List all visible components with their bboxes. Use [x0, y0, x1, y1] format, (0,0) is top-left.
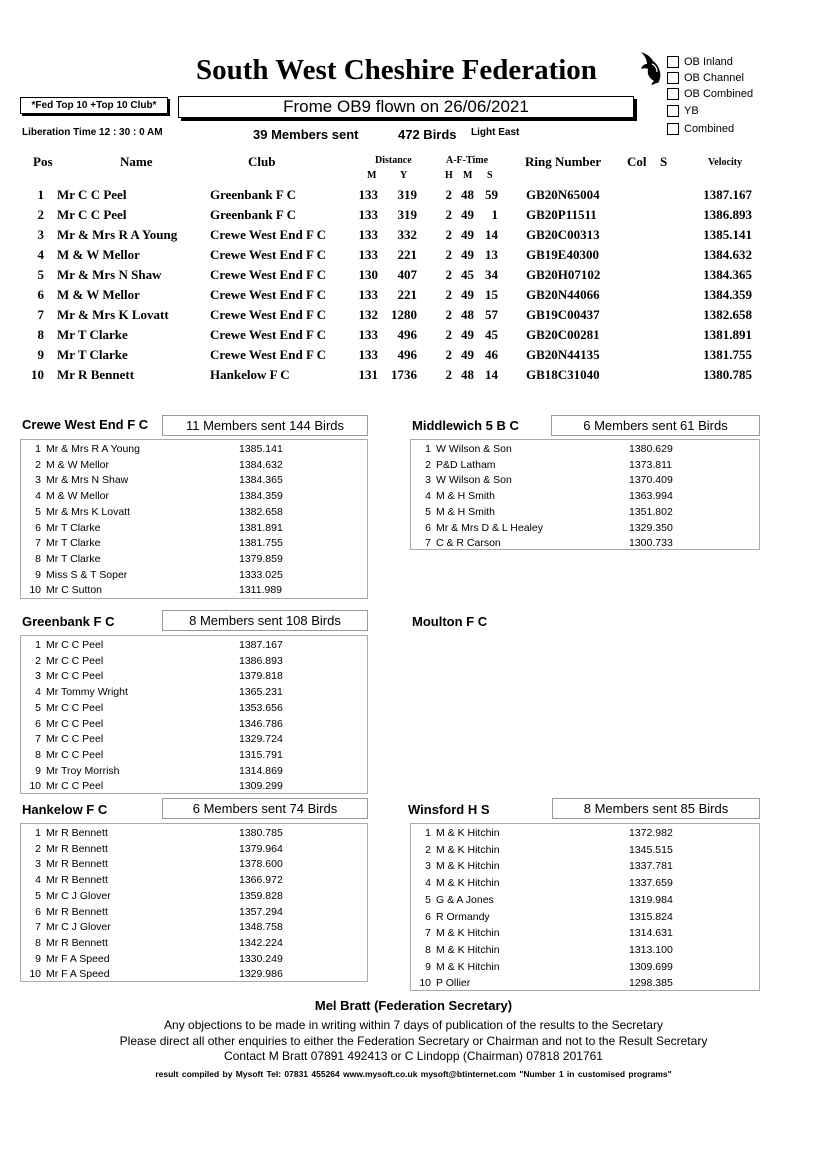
list-item: 3 Mr R Bennett 1378.600 — [35, 858, 283, 871]
footer-credits: result compiled by Mysoft Tel: 07831 455264 www.mysoft.co.uk mysoft@btinternet.com "Number 1 in customised programs" — [155, 1069, 672, 1079]
list-item: 7 Mr T Clarke 1381.755 — [35, 537, 283, 550]
list-item: 7 C & R Carson 1300.733 — [425, 537, 673, 550]
table-row: 5 Mr & Mrs N Shaw Crewe West End F C 130 407 2 45 34 GB20H07102 1384.365 — [37, 267, 752, 282]
list-item: 4 M & K Hitchin 1337.659 — [425, 877, 673, 890]
checkbox-box[interactable] — [667, 72, 679, 84]
list-item: 2 P&D Latham 1373.811 — [425, 458, 673, 471]
federation-secretary: Mel Bratt (Federation Secretary) — [314, 998, 513, 1013]
list-item: 8 Mr R Bennett 1342.224 — [35, 936, 283, 949]
checkbox-box[interactable] — [667, 56, 679, 68]
header-distance: Distance — [375, 155, 412, 166]
list-item: 10 Mr C Sutton 1311.989 — [29, 584, 283, 597]
fed-top-badge: *Fed Top 10 +Top 10 Club* — [20, 97, 168, 114]
header-hours: H — [445, 170, 453, 181]
table-row: 7 Mr & Mrs K Lovatt Crewe West End F C 132 1280 2 48 57 GB19C00437 1382.658 — [37, 307, 752, 322]
club-sent-crewe: 11 Members sent 144 Birds — [162, 415, 368, 436]
header-name: Name — [120, 154, 153, 169]
club-sent-greenbank: 8 Members sent 108 Birds — [162, 610, 368, 631]
table-row: 2 Mr C C Peel Greenbank F C 133 319 2 49 1 GB20P11511 1386.893 — [37, 207, 752, 222]
list-item: 6 Mr & Mrs D & L Healey 1329.350 — [425, 521, 673, 534]
race-title: Frome OB9 flown on 26/06/2021 — [178, 96, 634, 118]
club-name-winsford: Winsford H S — [408, 802, 490, 817]
club-list-winsford — [410, 823, 760, 991]
list-item: 9 Miss S & T Soper 1333.025 — [35, 568, 283, 581]
checkbox-box[interactable] — [667, 105, 679, 117]
header-velocity: Velocity — [708, 157, 743, 168]
list-item: 9 Mr F A Speed 1330.249 — [35, 952, 283, 965]
list-item: 2 Mr C C Peel 1386.893 — [35, 654, 283, 667]
list-item: 2 M & W Mellor 1384.632 — [35, 458, 283, 471]
wind-conditions: Light East — [471, 127, 520, 138]
list-item: 10 Mr F A Speed 1329.986 — [29, 968, 283, 981]
birds-sent: 472 Birds — [398, 127, 457, 142]
list-item: 5 M & H Smith 1351.802 — [425, 505, 673, 518]
table-row: 6 M & W Mellor Crewe West End F C 133 221 2 49 15 GB20N44066 1384.359 — [37, 287, 752, 302]
list-item: 4 Mr R Bennett 1366.972 — [35, 874, 283, 887]
list-item: 3 M & K Hitchin 1337.781 — [425, 860, 673, 873]
checkbox-box[interactable] — [667, 123, 679, 135]
club-name-crewe: Crewe West End F C — [22, 417, 149, 432]
list-item: 6 Mr R Bennett 1357.294 — [35, 905, 283, 918]
list-item: 2 M & K Hitchin 1345.515 — [425, 843, 673, 856]
header-seconds: S — [487, 170, 493, 181]
liberation-time: Liberation Time 12 : 30 : 0 AM — [22, 127, 163, 138]
list-item: 9 Mr Troy Morrish 1314.869 — [35, 764, 283, 777]
checkbox-yb[interactable]: YB — [667, 104, 699, 118]
club-name-moulton: Moulton F C — [412, 614, 488, 629]
list-item: 1 Mr R Bennett 1380.785 — [35, 827, 283, 839]
club-list-hankelow — [20, 823, 368, 982]
footer-objections-line: Any objections to be made in writing within 7 days of publication of the results to the Secretary — [164, 1018, 663, 1032]
header-distance-m: M — [367, 170, 377, 181]
header-distance-y: Y — [400, 170, 408, 181]
checkbox-ob-channel[interactable]: OB Channel — [667, 71, 744, 85]
header-col: Col — [627, 154, 647, 169]
list-item: 3 Mr C C Peel 1379.818 — [35, 670, 283, 683]
club-sent-winsford: 8 Members sent 85 Birds — [552, 798, 760, 819]
list-item: 4 M & W Mellor 1384.359 — [35, 490, 283, 503]
list-item: 5 Mr & Mrs K Lovatt 1382.658 — [35, 505, 283, 518]
list-item: 10 P Ollier 1298.385 — [419, 977, 673, 990]
list-item: 6 Mr T Clarke 1381.891 — [35, 521, 283, 534]
list-item: 8 M & K Hitchin 1313.100 — [425, 943, 673, 956]
header-minutes: M — [463, 170, 473, 181]
club-name-hankelow: Hankelow F C — [22, 802, 108, 817]
club-list-middlewich — [410, 439, 760, 550]
list-item: 8 Mr C C Peel 1315.791 — [35, 748, 283, 761]
list-item: 9 M & K Hitchin 1309.699 — [425, 960, 673, 973]
club-list-greenbank — [20, 635, 368, 794]
table-row: 1 Mr C C Peel Greenbank F C 133 319 2 48 59 GB20N65004 1387.167 — [37, 187, 752, 202]
header-sex: S — [660, 154, 668, 169]
list-item: 10 Mr C C Peel 1309.299 — [29, 780, 283, 793]
list-item: 6 R Ormandy 1315.824 — [425, 910, 673, 923]
footer-enquiries-line: Please direct all other enquiries to either the Federation Secretary or Chairman and not to the Result Secretary — [119, 1034, 708, 1048]
checkbox-box[interactable] — [667, 88, 679, 100]
list-item: 5 Mr C J Glover 1359.828 — [35, 889, 283, 902]
list-item: 1 Mr C C Peel 1387.167 — [35, 639, 283, 651]
club-name-greenbank: Greenbank F C — [22, 614, 115, 629]
header-club: Club — [248, 154, 276, 169]
page-title: South West Cheshire Federation — [196, 54, 597, 86]
checkbox-combined[interactable]: Combined — [667, 122, 734, 136]
list-item: 4 Mr Tommy Wright 1365.231 — [35, 686, 283, 699]
club-sent-middlewich: 6 Members sent 61 Birds — [551, 415, 760, 436]
list-item: 5 G & A Jones 1319.984 — [425, 893, 673, 906]
members-sent: 39 Members sent — [253, 127, 359, 142]
pigeon-logo-icon — [637, 50, 663, 86]
list-item: 1 W Wilson & Son 1380.629 — [425, 443, 673, 455]
list-item: 7 Mr C C Peel 1329.724 — [35, 733, 283, 746]
table-row: 9 Mr T Clarke Crewe West End F C 133 496 2 49 46 GB20N44135 1381.755 — [37, 347, 752, 362]
table-row: 10 Mr R Bennett Hankelow F C 131 1736 2 48 14 GB18C31040 1380.785 — [31, 367, 752, 382]
club-list-crewe — [20, 439, 368, 599]
club-sent-hankelow: 6 Members sent 74 Birds — [162, 798, 368, 819]
checkbox-ob-combined[interactable]: OB Combined — [667, 87, 753, 101]
list-item: 1 M & K Hitchin 1372.982 — [425, 827, 673, 839]
list-item: 3 W Wilson & Son 1370.409 — [425, 474, 673, 487]
list-item: 3 Mr & Mrs N Shaw 1384.365 — [35, 474, 283, 487]
table-row: 4 M & W Mellor Crewe West End F C 133 221 2 49 13 GB19E40300 1384.632 — [37, 247, 752, 262]
list-item: 6 Mr C C Peel 1346.786 — [35, 717, 283, 730]
table-row: 3 Mr & Mrs R A Young Crewe West End F C 133 332 2 49 14 GB20C00313 1385.141 — [37, 227, 752, 242]
table-row: 8 Mr T Clarke Crewe West End F C 133 496 2 49 45 GB20C00281 1381.891 — [37, 327, 752, 342]
footer-contact-line: Contact M Bratt 07891 492413 or C Lindopp (Chairman) 07818 201761 — [224, 1049, 603, 1063]
checkbox-ob-inland[interactable]: OB Inland — [667, 55, 733, 69]
list-item: 7 M & K Hitchin 1314.631 — [425, 927, 673, 940]
list-item: 7 Mr C J Glover 1348.758 — [35, 921, 283, 934]
list-item: 2 Mr R Bennett 1379.964 — [35, 842, 283, 855]
header-aftime: A-F-Time — [446, 155, 489, 166]
header-pos: Pos — [33, 154, 53, 169]
list-item: 4 M & H Smith 1363.994 — [425, 490, 673, 503]
list-item: 1 Mr & Mrs R A Young 1385.141 — [35, 443, 283, 455]
header-ring: Ring Number — [525, 154, 602, 169]
list-item: 5 Mr C C Peel 1353.656 — [35, 701, 283, 714]
club-name-middlewich: Middlewich 5 B C — [412, 418, 519, 433]
list-item: 8 Mr T Clarke 1379.859 — [35, 552, 283, 565]
